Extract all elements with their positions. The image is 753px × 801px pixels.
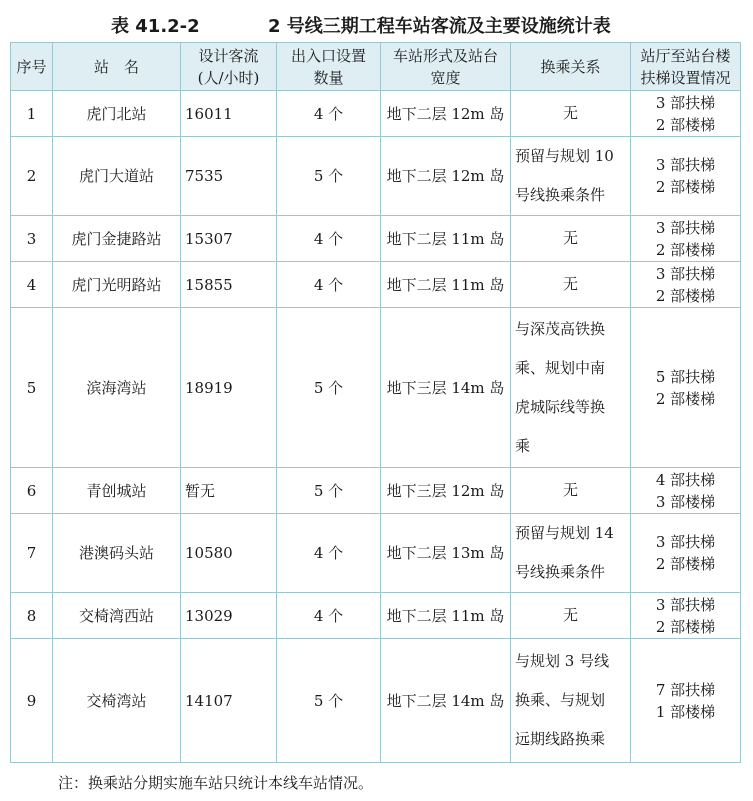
table-caption: 2 号线三期工程车站客流及主要设施统计表	[268, 16, 611, 37]
cell-line: 与深茂高铁换	[515, 319, 606, 338]
cell-design-flow: 15855	[181, 262, 277, 308]
cell-station-form: 地下二层 11m 岛	[381, 216, 511, 262]
table-row	[11, 593, 741, 639]
cell-transfer	[511, 514, 631, 593]
cell-design-flow: 10580	[181, 514, 277, 593]
cell-exits: 5 个	[277, 639, 381, 763]
cell-no: 2	[11, 137, 53, 216]
cell-design-flow: 16011	[181, 91, 277, 137]
cell-line: 乘	[515, 436, 531, 455]
cell-escalators	[631, 137, 741, 216]
cell-no: 8	[11, 593, 53, 639]
table-note: 注：换乘站分期实施车站只统计本线车站情况。	[58, 774, 374, 792]
cell-transfer	[511, 91, 631, 137]
cell-line: 号线换乘条件	[515, 563, 606, 581]
cell-transfer	[511, 262, 631, 308]
header-transfer	[511, 43, 631, 91]
cell-transfer	[511, 216, 631, 262]
cell-exits: 4 个	[277, 262, 381, 308]
cell-line: 3 部扶梯	[655, 533, 716, 551]
cell-design-flow: 18919	[181, 308, 277, 468]
table-row	[11, 216, 741, 262]
cell-station-name: 交椅湾西站	[53, 593, 181, 639]
cell-line: 无	[562, 229, 578, 247]
table-row	[11, 639, 741, 763]
cell-line: 4 部扶梯	[655, 470, 716, 489]
cell-exits: 5 个	[277, 137, 381, 216]
cell-station-name: 虎门光明路站	[53, 262, 181, 308]
cell-exits: 4 个	[277, 514, 381, 593]
cell-station-form: 地下二层 11m 岛	[381, 262, 511, 308]
cell-transfer	[511, 593, 631, 639]
cell-station-form: 地下二层 12m 岛	[381, 91, 511, 137]
cell-no: 7	[11, 514, 53, 593]
cell-escalators	[631, 593, 741, 639]
cell-station-form: 地下三层 12m 岛	[381, 468, 511, 514]
cell-escalators	[631, 91, 741, 137]
cell-design-flow: 13029	[181, 593, 277, 639]
cell-no: 5	[11, 308, 53, 468]
header-line: 序号	[16, 57, 47, 76]
cell-exits: 4 个	[277, 593, 381, 639]
cell-escalators	[631, 262, 741, 308]
cell-line: 3 部扶梯	[655, 156, 716, 174]
header-line: 换乘关系	[540, 57, 601, 76]
cell-escalators	[631, 468, 741, 514]
cell-no: 1	[11, 91, 53, 137]
header-no	[11, 43, 53, 91]
table-row	[11, 308, 741, 468]
cell-line: 无	[562, 606, 578, 624]
cell-design-flow: 7535	[181, 137, 277, 216]
cell-no: 6	[11, 468, 53, 514]
header-exits	[277, 43, 381, 91]
cell-line: 与规划 3 号线	[515, 652, 610, 670]
cell-line: 无	[562, 275, 578, 293]
cell-line: 1 部楼梯	[655, 702, 716, 721]
cell-line: 3 部楼梯	[655, 492, 716, 511]
cell-line: 7 部扶梯	[655, 680, 716, 699]
table-title	[0, 8, 753, 38]
table-number: 表 41.2-2	[111, 16, 200, 37]
header-line: 出入口设置	[290, 46, 366, 65]
header-line: 宽度	[430, 68, 461, 87]
cell-line: 无	[562, 481, 578, 499]
header-flow	[181, 43, 277, 91]
cell-line: 预留与规划 14	[515, 524, 614, 542]
cell-exits: 5 个	[277, 308, 381, 468]
cell-line: 5 部扶梯	[655, 367, 716, 386]
header-row	[11, 43, 741, 91]
cell-line: 2 部楼梯	[655, 240, 716, 259]
cell-line: 2 部楼梯	[655, 617, 716, 636]
cell-line: 换乘、与规划	[515, 691, 606, 709]
cell-station-name: 虎门大道站	[53, 137, 181, 216]
header-form	[381, 43, 511, 91]
cell-no: 4	[11, 262, 53, 308]
header-line: 车站形式及站台	[392, 46, 498, 65]
header-line: (人/小时)	[197, 68, 260, 87]
cell-station-name: 滨海湾站	[53, 308, 181, 468]
cell-transfer	[511, 639, 631, 763]
cell-escalators	[631, 216, 741, 262]
cell-design-flow: 暂无	[181, 468, 277, 514]
cell-line: 3 部扶梯	[655, 264, 716, 283]
header-name	[53, 43, 181, 91]
cell-exits: 4 个	[277, 216, 381, 262]
header-line: 数量	[313, 68, 344, 87]
cell-line: 3 部扶梯	[655, 93, 716, 112]
header-line: 站厅至站台楼	[640, 46, 731, 65]
cell-station-name: 虎门金捷路站	[53, 216, 181, 262]
cell-transfer	[511, 468, 631, 514]
table-row	[11, 514, 741, 593]
cell-line: 2 部楼梯	[655, 286, 716, 305]
cell-line: 无	[562, 104, 578, 122]
header-escalators	[631, 43, 741, 91]
cell-station-form: 地下二层 12m 岛	[381, 137, 511, 216]
cell-station-name: 港澳码头站	[53, 514, 181, 593]
cell-line: 2 部楼梯	[655, 115, 716, 134]
station-stats-table	[10, 42, 741, 763]
header-line: 站 名	[93, 57, 139, 76]
cell-line: 2 部楼梯	[655, 555, 716, 573]
table-header	[11, 43, 741, 91]
cell-transfer	[511, 308, 631, 468]
cell-station-form: 地下二层 11m 岛	[381, 593, 511, 639]
table-row	[11, 262, 741, 308]
cell-station-name: 青创城站	[53, 468, 181, 514]
cell-station-form: 地下二层 13m 岛	[381, 514, 511, 593]
cell-line: 号线换乘条件	[515, 186, 606, 204]
cell-design-flow: 15307	[181, 216, 277, 262]
header-line: 设计客流	[198, 46, 259, 65]
cell-design-flow: 14107	[181, 639, 277, 763]
cell-transfer	[511, 137, 631, 216]
cell-line: 3 部扶梯	[655, 595, 716, 614]
cell-line: 虎城际线等换	[515, 397, 606, 416]
cell-exits: 4 个	[277, 91, 381, 137]
table-row	[11, 91, 741, 137]
cell-escalators	[631, 308, 741, 468]
table-body	[11, 91, 741, 763]
cell-station-form: 地下二层 14m 岛	[381, 639, 511, 763]
cell-no: 3	[11, 216, 53, 262]
cell-escalators	[631, 514, 741, 593]
table-row	[11, 137, 741, 216]
cell-line: 远期线路换乘	[515, 730, 606, 748]
header-line: 扶梯设置情况	[640, 68, 731, 87]
cell-line: 2 部楼梯	[655, 389, 716, 408]
cell-escalators	[631, 639, 741, 763]
cell-station-name: 虎门北站	[53, 91, 181, 137]
table-row	[11, 468, 741, 514]
cell-line: 2 部楼梯	[655, 178, 716, 196]
cell-exits: 5 个	[277, 468, 381, 514]
cell-station-name: 交椅湾站	[53, 639, 181, 763]
cell-no: 9	[11, 639, 53, 763]
cell-line: 3 部扶梯	[655, 218, 716, 237]
cell-station-form: 地下三层 14m 岛	[381, 308, 511, 468]
cell-line: 乘、规划中南	[515, 358, 606, 377]
cell-line: 预留与规划 10	[515, 147, 614, 165]
